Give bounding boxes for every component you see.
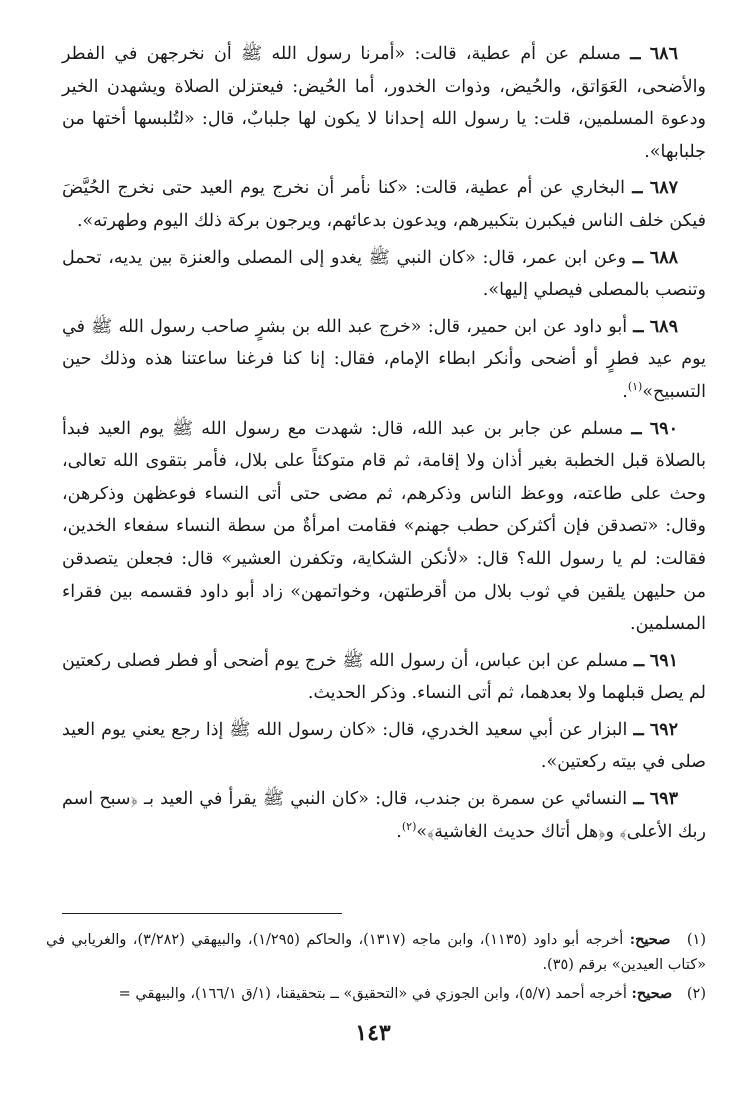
hadith-text: وعن ابن عمر، قال: «كان النبي ﷺ يغدو إلى المصلى والعنزة بين يديه، تحمل وتنصب بالمصلى فيصلي إليها». [62,247,706,301]
footnote-number: (١) [686,932,707,948]
hadith-text: البزار عن أبي سعيد الخدري، قال: «كان رسول الله ﷺ إذا رجع يعني يوم العيد صلى في بيته ركعتين». [62,719,706,773]
hadith-text: مسلم عن ابن عباس، أن رسول الله ﷺ خرج يوم أضحى أو فطر فصلى ركعتين لم يصل قبلهما ولا بعدهما، ثم أتى النساء. وذكر الحديث. [62,650,706,704]
hadith-paragraph [62,172,706,237]
hadith-paragraph: ٦٩٣ ــ النسائي عن سمرة بن جندب، قال: «كان النبي ﷺ يقرأ في العيد بـ ﴿سبح اسم ربك الأعلى﴾ و﴿هل أتاك حديث الغاشية﴾»$^{(٢)}$. [62,789,706,842]
footnote-grade: صحيح: [631,985,673,1002]
hadith-number: ٦٩٢ [649,719,678,740]
hadith-dash: ــ [632,247,644,268]
hadith-paragraph [62,242,706,307]
hadith-number: ٦٩٠ [649,418,678,439]
hadith-paragraph [62,413,706,641]
hadith-number: ٦٨٦ [649,44,678,64]
hadith-text: مسلم عن أم عطية، قالت: «أمرنا رسول الله ﷺ أن نخرجهن في الفطر والأضحى، العَوَاتق، والحُيض، وذوات الخدور، أما الحُيض: فيعتزلن الصلاة ويشهدن الخير ودعوة المسلمين، قلت: يا رسول الله إحدانا لا يكون لها جلبابٌ، قال: «لتُلبسها أختها من جلبابها». [62,44,706,162]
footnote-reference[interactable]: (٢) [401,819,417,833]
hadith-number: ٦٩١ [649,650,678,671]
footnote-grade: صحيح: [629,931,671,948]
hadith-dash: ــ [631,418,642,439]
hadith-text: النسائي عن سمرة بن جندب، قال: «كان النبي ﷺ يقرأ في العيد بـ ﴿سبح اسم ربك الأعلى﴾ و﴿هل أتاك حديث الغاشية﴾» [62,789,706,842]
hadith-number: ٦٨٧ [649,178,678,199]
footnote-text: أخرجه أبو داود (١١٣٥)، وابن ماجه (١٣١٧)، والحاكم (١/٢٩٥)، والبيهقي (٣/٢٨٢)، والغريابي في «كتاب العيدين» برقم (٣٥). [46,932,706,973]
footnote-text: أخرجه أحمد (٥/٧)، وابن الجوزي في «التحقيق» ــ بتحقيقنا، (١/ق ١٦٦/١)، والبيهقي = [118,986,627,1002]
hadith-dash: ــ [630,44,641,64]
hadith-number: ٦٩٣ [649,789,678,810]
hadith-paragraph [62,38,706,168]
hadith-paragraph [62,714,706,779]
hadith-text: البخاري عن أم عطية، قالت: «كنا نأمر أن نخرج يوم العيد حتى نخرج الحُيَّضَ فيكن خلف الناس فيكبرن بتكبيرهم، ويدعون بدعائهم، ويرجون بركة ذلك اليوم وطهرته». [62,178,706,231]
hadith-number: ٦٨٩ [649,316,678,337]
footnote-reference[interactable]: (١) [627,380,643,394]
hadith-paragraph [62,645,706,710]
hadith-text: أبو داود عن ابن حمير، قال: «خرج عبد الله بن بشرٍ صاحب رسول الله ﷺ في يوم عيد فطرٍ أو أضحى وأنكر ابطاء الإمام، فقال: إنا كنا فرغنا ساعتنا هذه وذلك حين التسبيح» [62,316,706,402]
footnote [46,927,706,978]
page-number: ١٤٣ [355,1020,391,1046]
hadith-dash: ــ [633,719,644,740]
hadith-paragraph: ٦٨٩ ــ أبو داود عن ابن حمير، قال: «خرج عبد الله بن بشرٍ صاحب رسول الله ﷺ في يوم عيد فطرٍ أو أضحى وأنكر ابطاء الإمام، فقال: إنا كنا فرغنا ساعتنا هذه وذلك حين التسبيح»$^{(١)}$. [62,316,706,402]
separator-line [62,913,342,914]
hadith-number: ٦٨٨ [649,247,678,268]
footnote-number: (٢) [686,986,706,1002]
footnote-separator [62,913,706,914]
hadith-dash: ــ [633,650,645,671]
hadith-dash: ــ [633,316,644,337]
hadith-text: مسلم عن جابر بن عبد الله، قال: شهدت مع رسول الله ﷺ يوم العيد فبدأ بالصلاة قبل الخطبة بغير أذان ولا إقامة، ثم قام متوكئاً على بلال، فأمر بتقوى الله تعالى، وحث على طاعته، ووعظ الناس وذكرهم، ثم مضى حتى أتى النساء فوعظهن وذكرهن، وقال: «تصدقن فإن أكثركن حطب جهنم» فقامت امرأةٌ من سطة النساء سفعاء الخدين، فقالت: لم يا رسول الله؟ قال: «لأنكن الشكاية، وتكفرن العشير» قال: فجعلن يتصدقن من حليهن يلقين في ثوب بلال من أقرطتهن، وخواتمهن» زاد أبو داود فقسمه بين فقراء المسلمين. [62,418,706,635]
hadith-dash: ــ [632,178,643,199]
footnote [46,981,706,1007]
main-text [62,38,706,852]
hadith-dash: ــ [633,789,644,810]
footnotes [46,927,706,1010]
